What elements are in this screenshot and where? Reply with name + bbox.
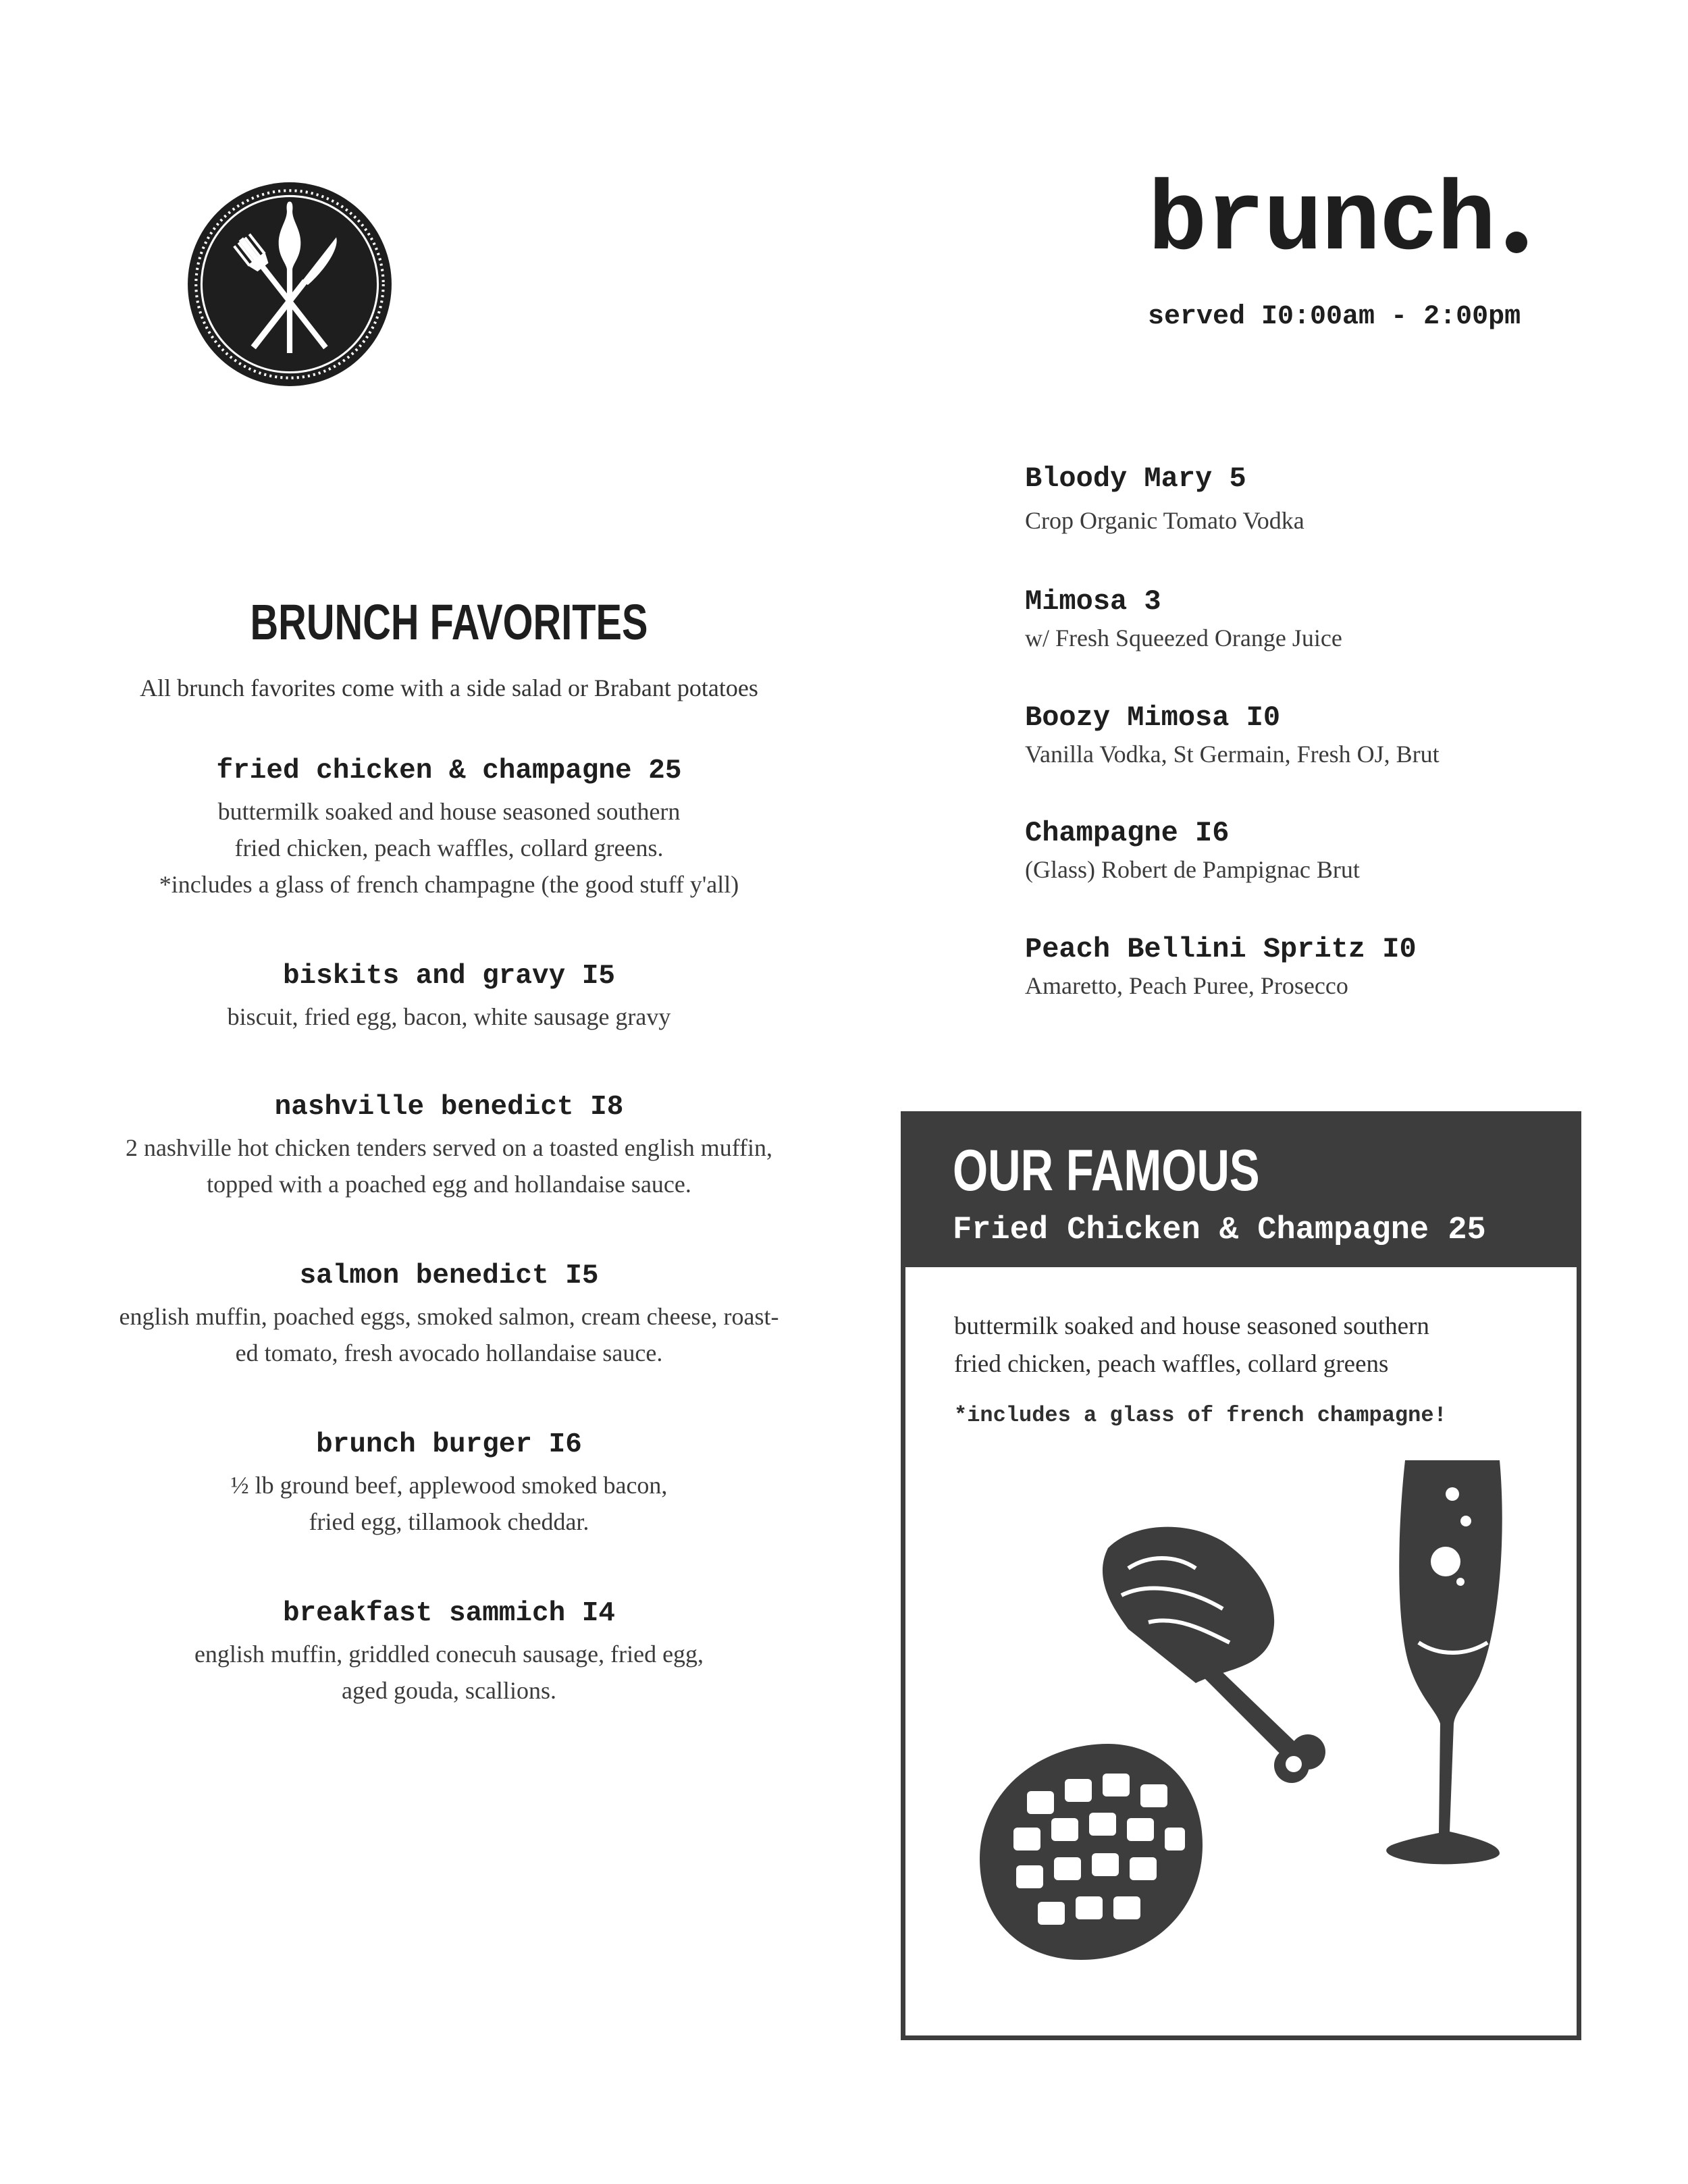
menu-item-desc: aged gouda, scallions. bbox=[342, 1677, 556, 1704]
favorites-heading: BRUNCH FAVORITES bbox=[250, 594, 648, 650]
page-title: brunch bbox=[1148, 166, 1495, 278]
feature-heading: OUR FAMOUS bbox=[953, 1138, 1260, 1203]
menu-item-name: biskits and gravy I5 bbox=[282, 961, 616, 992]
drink-name: Boozy Mimosa I0 bbox=[1025, 701, 1281, 734]
menu-item-name: brunch burger I6 bbox=[316, 1429, 582, 1460]
menu-item-name: nashville benedict I8 bbox=[274, 1092, 624, 1123]
drink-desc: Crop Organic Tomato Vodka bbox=[1025, 507, 1304, 534]
drink-item bbox=[1025, 703, 1633, 770]
feature-header-band bbox=[905, 1116, 1577, 1267]
menu-item-desc: ed tomato, fresh avocado hollandaise sauce. bbox=[235, 1339, 663, 1366]
menu-item bbox=[95, 963, 803, 1035]
menu-item-desc: *includes a glass of french champagne (the good stuff y'all) bbox=[159, 871, 739, 898]
drink-desc: Amaretto, Peach Puree, Prosecco bbox=[1025, 972, 1348, 999]
feature-illustration bbox=[905, 1440, 1577, 2041]
menu-item bbox=[95, 1094, 803, 1202]
menu-item-desc: ½ lb ground beef, applewood smoked bacon, bbox=[230, 1472, 668, 1499]
menu-item-desc: english muffin, griddled conecuh sausage, fried egg, bbox=[194, 1641, 704, 1668]
waffle-icon bbox=[980, 1744, 1203, 1960]
drink-name: Peach Bellini Spritz I0 bbox=[1025, 933, 1417, 965]
title-dot bbox=[1506, 232, 1527, 253]
drink-name: Champagne I6 bbox=[1025, 817, 1230, 849]
drink-desc: (Glass) Robert de Pampignac Brut bbox=[1025, 856, 1360, 883]
service-hours: served I0:00am - 2:00pm bbox=[1148, 302, 1521, 332]
feature-subheading: Fried Chicken & Champagne 25 bbox=[953, 1213, 1486, 1248]
drink-item bbox=[1025, 819, 1633, 886]
drink-item bbox=[1025, 464, 1633, 537]
drink-name: Mimosa 3 bbox=[1025, 585, 1161, 618]
drink-name: Bloody Mary 5 bbox=[1025, 462, 1246, 495]
fork-knife-bottle-emblem-icon bbox=[186, 181, 393, 388]
drink-item bbox=[1025, 587, 1633, 654]
champagne-flute-icon bbox=[1386, 1440, 1502, 1864]
drink-item bbox=[1025, 935, 1633, 1002]
favorites-note: All brunch favorites come with a side salad or Brabant potatoes bbox=[140, 674, 758, 701]
feature-description bbox=[954, 1308, 1528, 1383]
menu-item-name: breakfast sammich I4 bbox=[282, 1598, 616, 1629]
menu-item bbox=[95, 757, 803, 903]
menu-item-desc: fried chicken, peach waffles, collard greens. bbox=[234, 834, 664, 861]
feature-box bbox=[901, 1111, 1581, 2040]
feature-desc-line: buttermilk soaked and house seasoned southern bbox=[954, 1312, 1429, 1340]
menu-item bbox=[95, 1431, 803, 1540]
menu-item-name: fried chicken & champagne 25 bbox=[216, 755, 682, 787]
drink-desc: Vanilla Vodka, St Germain, Fresh OJ, Brut bbox=[1025, 741, 1440, 768]
feature-desc-line: fried chicken, peach waffles, collard greens bbox=[954, 1350, 1389, 1378]
menu-item-desc: biscuit, fried egg, bacon, white sausage gravy bbox=[227, 1003, 671, 1030]
menu-item bbox=[95, 1600, 803, 1709]
menu-item-desc: english muffin, poached eggs, smoked salmon, cream cheese, roast- bbox=[119, 1303, 779, 1330]
menu-item-desc: 2 nashville hot chicken tenders served on a toasted english muffin, bbox=[125, 1134, 773, 1161]
menu-item-name: salmon benedict I5 bbox=[299, 1260, 599, 1291]
menu-item-desc: buttermilk soaked and house seasoned southern bbox=[217, 798, 681, 825]
menu-item bbox=[95, 1262, 803, 1371]
menu-item-desc: fried egg, tillamook cheddar. bbox=[309, 1508, 589, 1535]
menu-item-desc: topped with a poached egg and hollandaise sauce. bbox=[207, 1171, 691, 1198]
chicken-drumstick-icon bbox=[1103, 1527, 1325, 1783]
drink-desc: w/ Fresh Squeezed Orange Juice bbox=[1025, 624, 1342, 651]
feature-note: *includes a glass of french champagne! bbox=[954, 1403, 1447, 1428]
